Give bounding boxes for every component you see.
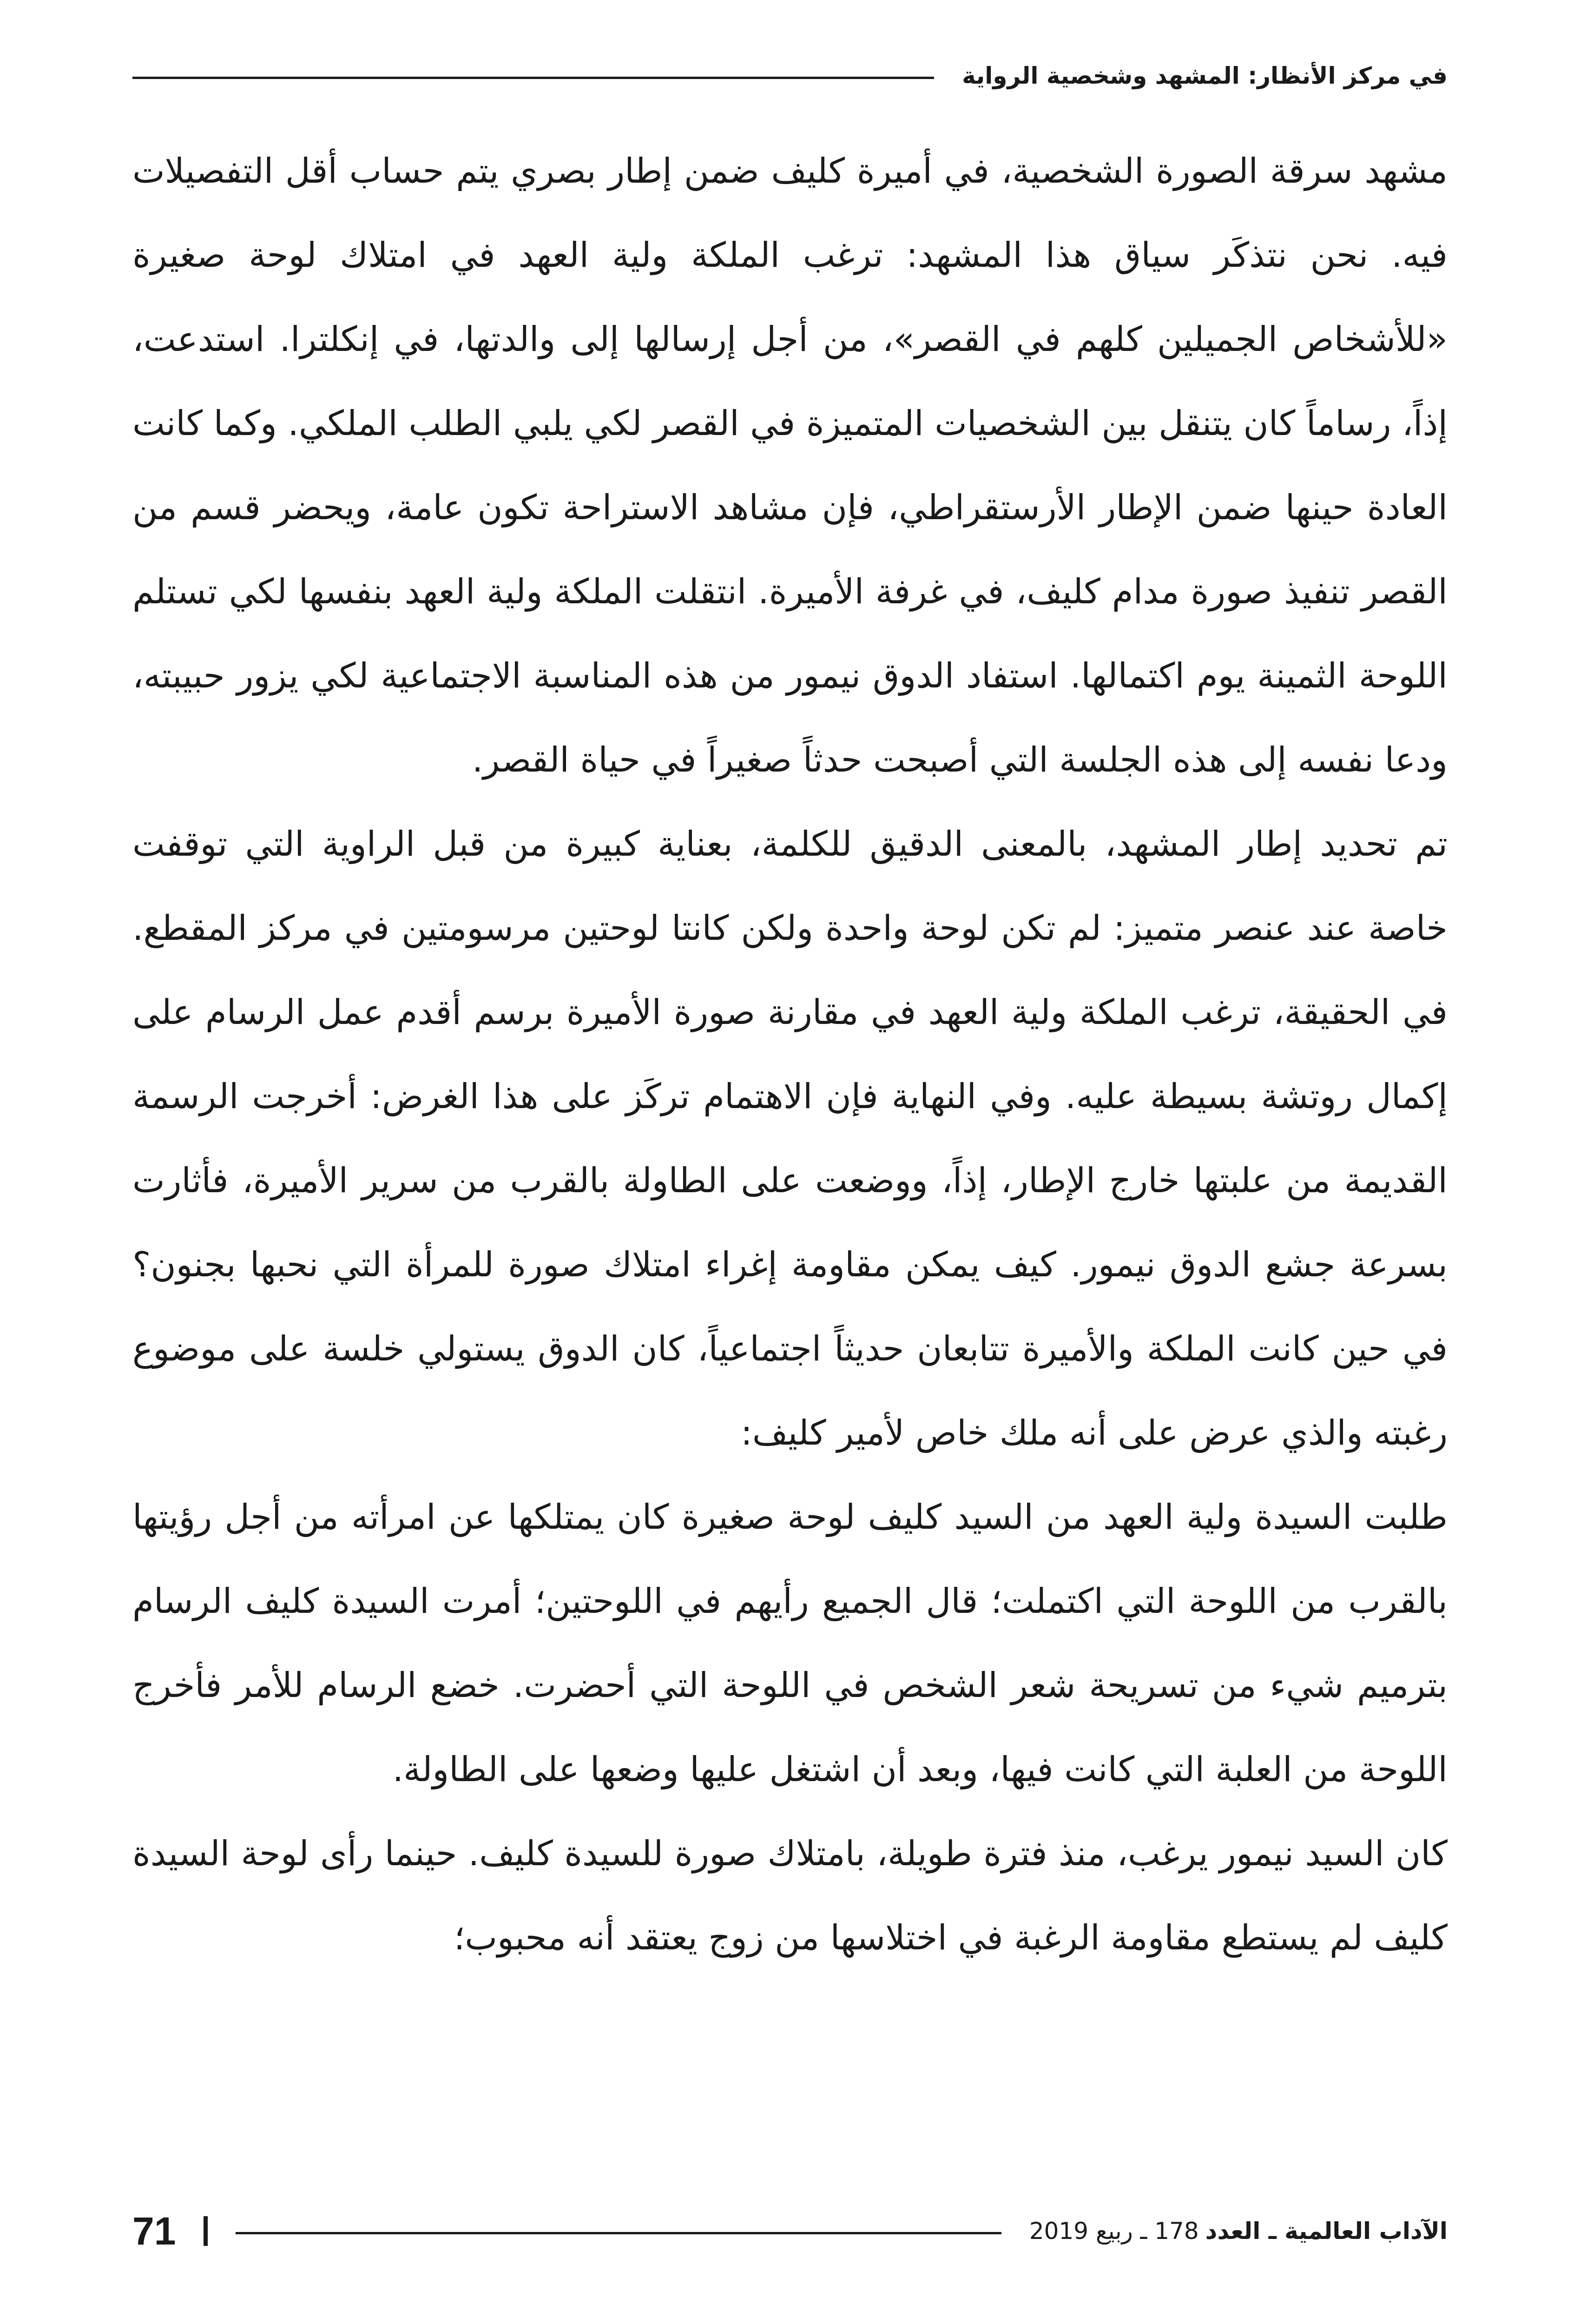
issue-info: 178 ـ ربيع 2019 bbox=[1029, 2218, 1199, 2245]
running-header-title: في مركز الأنظار: المشهد وشخصية الرواية bbox=[962, 62, 1448, 89]
page-number: 71 bbox=[132, 2209, 176, 2253]
footer-rule bbox=[236, 2232, 1001, 2234]
header-rule bbox=[132, 77, 934, 79]
paragraph: طلبت السيدة ولية العهد من السيد كليف لوحة صغيرة كان يمتلكها عن امرأته من أجل رؤيتها بالقرب من اللوحة التي اكتملت؛ قال الجميع رأيهم في اللوحتين؛ أمرت السيدة كليف الرسام بترميم شيء من تسريحة شعر الشخص في اللوحة التي أحضرت. خضع الرسام للأمر فأخرج اللوحة من العلبة التي كانت فيها، وبعد أن اشتغل عليها وضعها على الطاولة. bbox=[132, 1497, 1448, 1789]
paragraph: مشهد سرقة الصورة الشخصية، في أميرة كليف ضمن إطار بصري يتم حساب أقل التفصيلات فيه. نحن نتذكَر سياق هذا المشهد: ترغب الملكة ولية العهد في امتلاك لوحة صغيرة «للأشخاص الجميلين كلهم في القصر»، من أجل إرسالها إلى والدتها، في إنكلترا. استدعت، إذاً، رساماً كان يتنقل بين الشخصيات المتميزة في القصر لكي يلبي الطلب الملكي. وكما كانت العادة حينها ضمن الإطار الأرستقراطي، فإن مشاهد الاستراحة تكون عامة، ويحضر قسم من القصر تنفيذ صورة مدام كليف، في غرفة الأميرة. انتقلت الملكة ولية العهد بنفسها لكي تستلم اللوحة الثمينة يوم اكتمالها. استفاد الدوق نيمور من هذه المناسبة الاجتماعية لكي يزور حبيبته، ودعا نفسه إلى هذه الجلسة التي أصبحت حدثاً صغيراً في حياة القصر. bbox=[132, 151, 1448, 780]
article-body bbox=[132, 129, 1448, 1980]
journal-name: الآداب العالمية ـ العدد bbox=[1205, 2218, 1448, 2245]
running-header bbox=[132, 55, 1448, 97]
page-footer bbox=[132, 2205, 1448, 2257]
footer-separator-bar bbox=[204, 2216, 208, 2246]
paragraph: كان السيد نيمور يرغب، منذ فترة طويلة، بامتلاك صورة للسيدة كليف. حينما رأى لوحة السيدة كليف لم يستطع مقاومة الرغبة في اختلاسها من زوج يعتقد أنه محبوب؛ bbox=[132, 1834, 1448, 1958]
paragraph: تم تحديد إطار المشهد، بالمعنى الدقيق للكلمة، بعناية كبيرة من قبل الراوية التي توقفت خاصة عند عنصر متميز: لم تكن لوحة واحدة ولكن كانتا لوحتين مرسومتين في مركز المقطع. في الحقيقة، ترغب الملكة ولية العهد في مقارنة صورة الأميرة برسم أقدم عمل الرسام على إكمال روتشة بسيطة عليه. وفي النهاية فإن الاهتمام تركَز على هذا الغرض: أخرجت الرسمة القديمة من علبتها خارج الإطار، إذاً، ووضعت على الطاولة بالقرب من سرير الأميرة، فأثارت بسرعة جشع الدوق نيمور. كيف يمكن مقاومة إغراء امتلاك صورة للمرأة التي نحبها بجنون؟ في حين كانت الملكة والأميرة تتابعان حديثاً اجتماعياً، كان الدوق يستولي خلسة على موضوع رغبته والذي عرض على أنه ملك خاص لأمير كليف: bbox=[132, 824, 1448, 1453]
